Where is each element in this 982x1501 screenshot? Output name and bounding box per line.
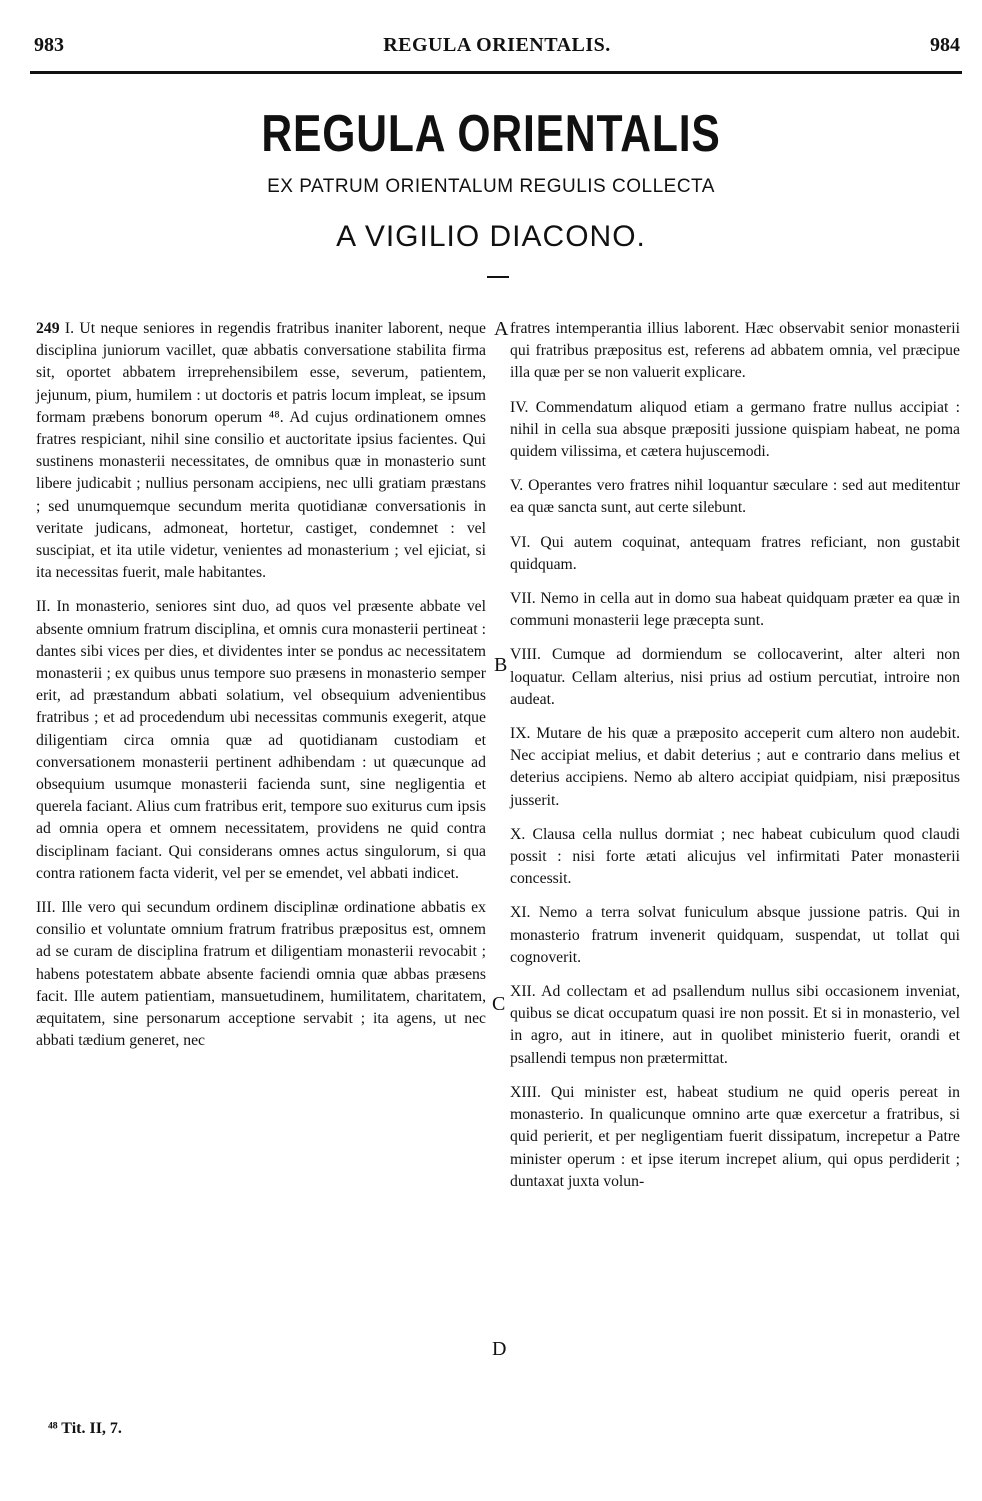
paragraph-r6: IX. Mutare de his quæ a præposito acceperit cum altero non audebit. Nec accipiat melius, et dabit deterius ; aut e contrario dans melius et deterius accipiens. Nemo ab altero accipiat quidpiam, nisi præpositus jusserit. <box>510 725 960 809</box>
paragraph-r2: V. Operantes vero fratres nihil loquantur sæculare : sed aut meditentur ea quæ sancta sunt, aut certe silebunt. <box>510 477 960 517</box>
margin-marker-d: D <box>492 1338 507 1360</box>
margin-marker-a: A <box>494 318 509 340</box>
page-number-left: 983 <box>34 34 64 56</box>
title-separator <box>487 276 509 278</box>
document-title: REGULA ORIENTALIS <box>261 105 721 163</box>
running-header <box>34 34 960 62</box>
margin-marker-b: B <box>494 654 508 676</box>
right-column <box>510 318 960 1205</box>
left-column <box>36 318 486 1065</box>
document-author: A VIGILIO DIACONO. <box>336 220 646 253</box>
paragraph-3: III. Ille vero qui secundum ordinem disciplinæ ordinatione abbatis ex consilio et voluntate omnium fratrum fratribus præpositus est, omnem ad se curam de disciplina fratrum et diligentiam monasterii revocabit ; habens potestatem abbate absente faciendi omnia quæ abbas præsens facit. Ille autem patientiam, mansuetudinem, humilitatem, charitatem, æquitatem, sine personarum acceptione servabit ; ita agens, ut nec abbati tædium generet, nec <box>36 899 486 1050</box>
paragraph-r5: VIII. Cumque ad dormiendum se collocaverint, alter alteri non loquatur. Cellam alterius, nisi prius ad ostium percutiat, introire non audeat. <box>510 646 960 708</box>
paragraph-r0: fratres intemperantia illius laborent. Hæc observabit senior monasterii qui fratribus præpositus est, referens ad abbatem omnia, vel præcipue illa quæ per se non valuerit explicare. <box>510 320 960 382</box>
paragraph-r1: IV. Commendatum aliquod etiam a germano fratre nullus accipiat : nihil in cella sua absque præpositi jussione quispiam habeat, ne poma quidem vilissima, et cætera hujuscemodi. <box>510 398 960 461</box>
paragraph-r9: XII. Ad collectam et ad psallendum nullus sibi occasionem inveniat, quibus se dicat occupatum quasi ire non possit. Et si in monasterio, vel in agro, aut in itinere, aut in quolibet ministerio fuerit, orandi et psallendi tempus non prætermittat. <box>510 983 960 1067</box>
paragraph-1: 249 I. Ut neque seniores in regendis fratribus inaniter laborent, neque disciplina juniorum vacillet, quæ abbatis conversatione stabilita firma sit, oportet abbatem irreprehensibilem esse, severum, patientem, jejunum, pium, humilem : ut doctoris et patris locum impleat, se ipsum formam præbens bonorum operum ⁴⁸. Ad cujus ordinationem omnes fratres respiciant, nihil sine consilio et auctoritate ipsius facientes. Qui sustinens monasterii necessitates, de omnibus quæ in monasterio sunt libere judicabit ; nullius personam accipiens, nec ulli gratiam præstans ; sed unumquemque secundum merita quotidianæ conversationis in veritate judicans, admoneat, hortetur, castiget, condemnet : vel suscipiat, et ita utile videtur, venientes ad monasterium ; vel ejiciat, si ita necessitas fuerit, male habitantes. <box>36 320 486 582</box>
paragraph-r3: VI. Qui autem coquinat, antequam fratres reficiant, non gustabit quidquam. <box>510 533 960 573</box>
paragraph-r7: X. Clausa cella nullus dormiat ; nec habeat cubiculum quod claudi possit : nisi forte ætati alicujus vel infirmitati Pater monasterii concessit. <box>510 825 960 888</box>
paragraph-r4: VII. Nemo in cella aut in domo sua habeat quidquam præter ea quæ in communi monasterii lege præcepta sunt. <box>510 590 960 630</box>
paragraph-r8: XI. Nemo a terra solvat funiculum absque jussione patris. Qui in monasterio fratrum invenerit quidquam, suspendat, ut tollat qui cognoverit. <box>510 904 960 966</box>
paragraph-r10: XIII. Qui minister est, habeat studium ne quid operis pereat in monasterio. In qualicunque omnino arte quæ exercetur a fratribus, si quid perierit, et per negligentiam fuerit dissipatum, increpetur a Patre minister operum : et ipse iterum increpet alium, qui opus perdiderit ; duntaxat juxta volun- <box>510 1083 960 1190</box>
margin-marker-c: C <box>492 993 506 1015</box>
document-subtitle: EX PATRUM ORIENTALUM REGULIS COLLECTA <box>267 176 715 197</box>
header-rule <box>30 71 962 74</box>
column-number: 249 <box>36 320 60 337</box>
page-number-right: 984 <box>930 34 960 56</box>
running-title: REGULA ORIENTALIS. <box>383 34 611 56</box>
footnote: ⁴⁸ Tit. II, 7. <box>48 1420 122 1437</box>
paragraph-2: II. In monasterio, seniores sint duo, ad quos vel præsente abbate vel absente omnium fratrum disciplina, et omnis cura monasterii pertineat : dantes sibi vices per dies, et dividentes inter se pondus ac necessitatem monasterii ; ex quibus unus tempore suo præsens in monasterio semper erit, ad præstandum abbati solatium, vel obsequium advenientibus fratribus ; et ad procedendum ubi necessitas communis exegerit, atque diligentiam circa omnia quæ ad quotidianam custodiam et conversationem monasterii pertinent adhibendam : ut quæcunque ad obsequium usumque monasterii facienda sunt, sine negligentia et querela faciant. Alius cum fratribus erit, tempore suo exiturus cum ipsis ad omnia opera et omnem necessitatem, providens ne quid contra disciplinam faciant. Qui considerans omnes actus singulorum, si qua contra rationem facta viderit, vel per se emendet, vel abbati indicet. <box>36 598 486 882</box>
